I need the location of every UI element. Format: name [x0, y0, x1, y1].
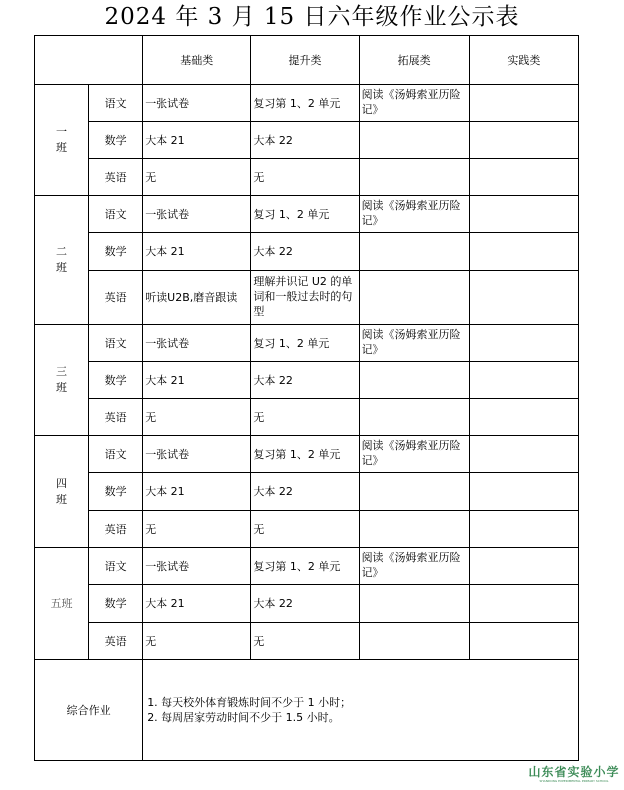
table-row [35, 85, 579, 122]
basic-cell: 一张试卷 [143, 548, 251, 585]
practice-cell [469, 511, 578, 548]
practice-cell [469, 233, 578, 271]
extended-cell [359, 233, 469, 271]
table-row [35, 325, 579, 362]
extended-cell: 阅读《汤姆索亚历险记》 [359, 436, 469, 473]
extended-cell [359, 511, 469, 548]
subject-cell: 英语 [89, 399, 143, 436]
subject-cell: 英语 [89, 511, 143, 548]
extended-cell [359, 362, 469, 399]
extended-cell: 阅读《汤姆索亚历险记》 [359, 196, 469, 233]
basic-cell: 无 [143, 159, 251, 196]
basic-cell: 大本 21 [143, 585, 251, 623]
extended-cell: 阅读《汤姆索亚历险记》 [359, 548, 469, 585]
page-title: 2024 年 3 月 15 日六年级作业公示表 [104, 4, 520, 30]
class-name-cell [35, 85, 89, 196]
extended-cell [359, 399, 469, 436]
summary-label: 综合作业 [35, 660, 143, 761]
corner-cell [35, 36, 143, 85]
subject-cell: 数学 [89, 473, 143, 511]
advanced-cell: 复习第 1、2 单元 [251, 436, 359, 473]
basic-cell: 听读U2B,磨音跟读 [143, 271, 251, 325]
class-name: 一 班 [56, 125, 68, 154]
basic-cell: 大本 21 [143, 122, 251, 159]
extended-cell [359, 585, 469, 623]
practice-cell [469, 325, 578, 362]
subject-cell: 数学 [89, 233, 143, 271]
logo-english-name: SHANDONG EXPERIMENTAL PRIMARY SCHOOL [539, 779, 609, 783]
basic-cell: 一张试卷 [143, 436, 251, 473]
header-extended: 拓展类 [359, 36, 469, 85]
summary-row [35, 660, 579, 761]
class-name-cell [35, 196, 89, 325]
table-row [35, 399, 579, 436]
table-row [35, 122, 579, 159]
subject-cell: 数学 [89, 585, 143, 623]
basic-cell: 一张试卷 [143, 325, 251, 362]
extended-cell: 阅读《汤姆索亚历险记》 [359, 85, 469, 122]
header-practice: 实践类 [469, 36, 578, 85]
class-name: 五班 [50, 597, 73, 610]
school-logo [528, 766, 620, 788]
advanced-cell: 大本 22 [251, 473, 359, 511]
advanced-cell: 理解并识记 U2 的单词和一般过去时的句型 [251, 271, 359, 325]
subject-cell: 语文 [89, 325, 143, 362]
table-row [35, 159, 579, 196]
practice-cell [469, 585, 578, 623]
table-row [35, 623, 579, 660]
practice-cell [469, 85, 578, 122]
table-row [35, 548, 579, 585]
practice-cell [469, 271, 578, 325]
subject-cell: 英语 [89, 159, 143, 196]
practice-cell [469, 159, 578, 196]
practice-cell [469, 399, 578, 436]
practice-cell [469, 196, 578, 233]
class-name: 四 班 [56, 476, 68, 506]
table-row [35, 585, 579, 623]
summary-line: 2. 每周居家劳动时间不少于 1.5 小时。 [147, 711, 340, 724]
extended-cell [359, 122, 469, 159]
table-row [35, 271, 579, 325]
summary-notes [143, 660, 579, 761]
advanced-cell: 无 [251, 511, 359, 548]
header-basic: 基础类 [143, 36, 251, 85]
subject-cell: 语文 [89, 85, 143, 122]
table-row [35, 473, 579, 511]
subject-cell: 语文 [89, 436, 143, 473]
advanced-cell: 无 [251, 623, 359, 660]
practice-cell [469, 473, 578, 511]
class-name-cell [35, 548, 89, 660]
basic-cell: 无 [143, 511, 251, 548]
subject-cell: 数学 [89, 362, 143, 399]
subject-cell: 数学 [89, 122, 143, 159]
basic-cell: 无 [143, 399, 251, 436]
class-name-cell [35, 325, 89, 436]
logo-chinese-name: 山东省实验小学 [528, 765, 620, 779]
class-name-cell [35, 436, 89, 548]
table-row [35, 233, 579, 271]
summary-line: 1. 每天校外体育锻炼时间不少于 1 小时； [147, 696, 352, 709]
table-row [35, 511, 579, 548]
advanced-cell: 无 [251, 399, 359, 436]
advanced-cell: 大本 22 [251, 585, 359, 623]
extended-cell [359, 623, 469, 660]
extended-cell [359, 271, 469, 325]
table-row [35, 362, 579, 399]
header-advanced: 提升类 [251, 36, 359, 85]
subject-cell: 英语 [89, 623, 143, 660]
advanced-cell: 大本 22 [251, 233, 359, 271]
practice-cell [469, 122, 578, 159]
advanced-cell: 无 [251, 159, 359, 196]
extended-cell [359, 159, 469, 196]
practice-cell [469, 436, 578, 473]
practice-cell [469, 623, 578, 660]
homework-table [34, 35, 579, 761]
class-name: 二 班 [56, 245, 68, 274]
header-row [35, 36, 579, 85]
advanced-cell: 大本 22 [251, 362, 359, 399]
subject-cell: 语文 [89, 548, 143, 585]
basic-cell: 大本 21 [143, 233, 251, 271]
advanced-cell: 复习第 1、2 单元 [251, 85, 359, 122]
table-row [35, 436, 579, 473]
basic-cell: 一张试卷 [143, 85, 251, 122]
practice-cell [469, 362, 578, 399]
basic-cell: 一张试卷 [143, 196, 251, 233]
basic-cell: 大本 21 [143, 473, 251, 511]
extended-cell [359, 473, 469, 511]
extended-cell: 阅读《汤姆索亚历险记》 [359, 325, 469, 362]
advanced-cell: 复习 1、2 单元 [251, 325, 359, 362]
subject-cell: 英语 [89, 271, 143, 325]
basic-cell: 大本 21 [143, 362, 251, 399]
advanced-cell: 大本 22 [251, 122, 359, 159]
advanced-cell: 复习 1、2 单元 [251, 196, 359, 233]
table-row [35, 196, 579, 233]
advanced-cell: 复习第 1、2 单元 [251, 548, 359, 585]
basic-cell: 无 [143, 623, 251, 660]
practice-cell [469, 548, 578, 585]
class-name: 三 班 [56, 365, 68, 394]
subject-cell: 语文 [89, 196, 143, 233]
